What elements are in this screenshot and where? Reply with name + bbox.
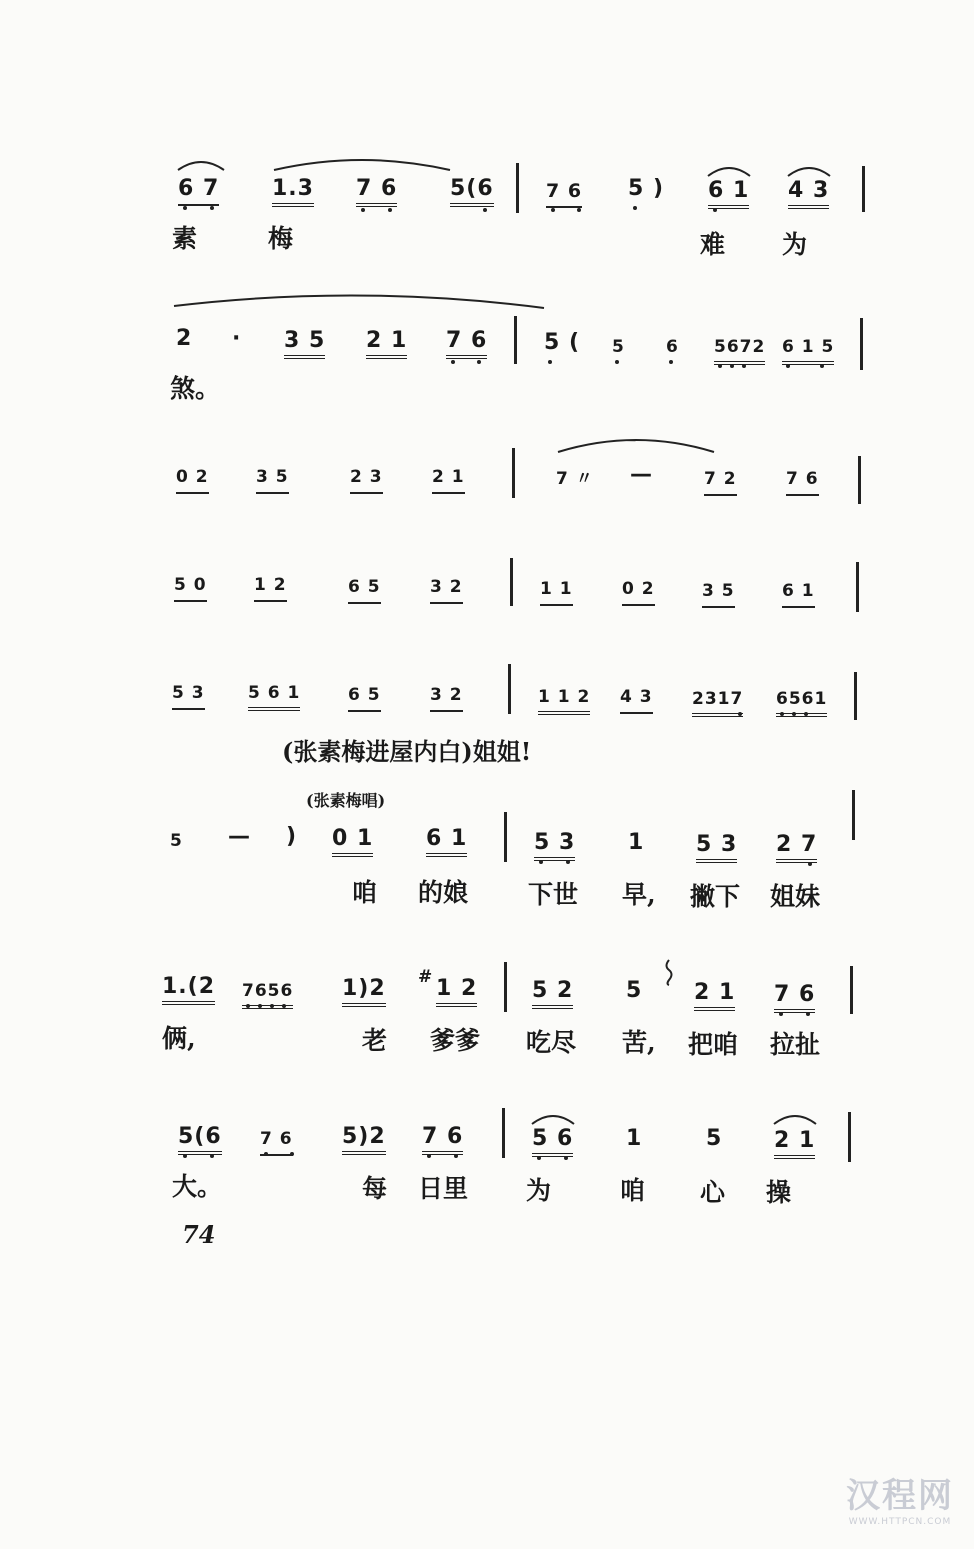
slur <box>786 160 832 178</box>
note-group: — <box>630 462 653 487</box>
note-group: 0 2 <box>622 576 655 606</box>
slur <box>530 1108 576 1126</box>
note-group: 7 6 <box>422 1124 463 1155</box>
note-group: 5 3 <box>534 830 575 861</box>
lyric: 煞。 <box>170 374 221 403</box>
barline <box>862 166 865 212</box>
note-group: 5672 <box>714 334 765 365</box>
lyric: 下世 <box>528 880 579 909</box>
lyric: 把咱 <box>688 1030 739 1059</box>
note-group: 1.(2 <box>162 974 215 1005</box>
note-group: 6 5 <box>348 682 381 712</box>
barline <box>512 448 515 498</box>
barline <box>508 664 511 714</box>
barline <box>852 790 855 840</box>
note-group: 1 2 <box>436 976 477 1007</box>
octave-dot <box>633 206 637 210</box>
octave-dot <box>454 1154 458 1158</box>
note-group: 5 <box>612 337 625 357</box>
note-group: 3 2 <box>430 682 463 712</box>
note-group: 5 <box>706 1126 723 1151</box>
note-group: 2 7 <box>776 832 817 863</box>
octave-dot <box>820 364 824 368</box>
note-group: ) <box>286 824 298 849</box>
note-group: 5 <box>626 978 643 1003</box>
octave-dot <box>669 360 673 364</box>
lyric: 咱 <box>352 878 378 907</box>
note-group: 7 6 <box>446 328 487 359</box>
octave-dot <box>210 206 214 210</box>
lyric: 早, <box>622 880 656 909</box>
barline <box>504 812 507 862</box>
note-group: 6 1 5 <box>782 334 834 365</box>
octave-dot <box>264 1152 268 1156</box>
octave-dot <box>713 208 717 212</box>
lyric: 心 <box>700 1178 726 1207</box>
lyric: 苦, <box>622 1028 656 1057</box>
octave-dot <box>427 1154 431 1158</box>
lyric: 老 <box>362 1026 388 1055</box>
barline <box>848 1112 851 1162</box>
note-group: 1 <box>628 830 645 855</box>
barline <box>516 163 519 213</box>
note-group: 1.3 <box>272 176 314 207</box>
lyric: 每 <box>362 1174 388 1203</box>
lyric: 姐妹 <box>770 882 821 911</box>
barline <box>510 558 513 606</box>
octave-dot <box>566 860 570 864</box>
note-group: 5 3 <box>696 832 737 863</box>
note-group: 5 0 <box>174 572 207 602</box>
sharp-sign: # <box>418 967 434 987</box>
stage-direction: (张素梅进屋内白)姐姐! <box>282 737 532 766</box>
note-group: 7 6 <box>260 1126 293 1156</box>
note-group: 1 1 <box>540 576 573 606</box>
note-group: 2 3 <box>350 464 383 494</box>
lyric: 大。 <box>172 1172 223 1201</box>
note-group: 6 1 <box>782 578 815 608</box>
barline <box>854 672 857 720</box>
watermark-url: WWW.HTTPCN.COM <box>848 1517 952 1527</box>
lyric: 难 <box>700 230 726 259</box>
note-group: 6 <box>666 337 679 357</box>
watermark-text: 汉程网 <box>846 1476 954 1516</box>
note-group: 6561 <box>776 686 827 717</box>
note-group: 7 6 <box>356 176 397 207</box>
octave-dot <box>551 208 555 212</box>
note-group: 5(6 <box>450 176 494 207</box>
octave-dot <box>270 1004 274 1008</box>
note-group: 5 6 <box>532 1126 573 1157</box>
note-group: 3 2 <box>430 574 463 604</box>
octave-dot <box>804 712 808 716</box>
lyric: 吃尽 <box>526 1028 577 1057</box>
note-group: 3 5 <box>284 328 325 359</box>
note-group: 7 〃 <box>556 469 594 489</box>
slur <box>272 150 452 172</box>
note-group: 7 6 <box>546 178 582 208</box>
note-group: 2 <box>176 326 193 351</box>
octave-dot <box>183 1154 187 1158</box>
lyric: 为 <box>526 1176 552 1205</box>
note-group: 1 2 <box>254 572 287 602</box>
lyric: 俩, <box>162 1024 196 1053</box>
octave-dot <box>548 360 552 364</box>
note-group: 1)2 <box>342 976 386 1007</box>
lyric: 爹爹 <box>430 1026 481 1055</box>
octave-dot <box>388 208 392 212</box>
octave-dot <box>564 1156 568 1160</box>
octave-dot <box>730 364 734 368</box>
singer-note: (张素梅唱) <box>306 791 386 810</box>
octave-dot <box>477 360 481 364</box>
note-group: 6 1 <box>426 826 467 857</box>
note-group: 6 1 <box>708 178 749 209</box>
watermark <box>846 1468 954 1527</box>
note-group: 5 6 1 <box>248 680 300 711</box>
note-group: 7 6 <box>786 466 819 496</box>
note-group: 7 6 <box>774 982 815 1013</box>
octave-dot <box>539 860 543 864</box>
octave-dot <box>183 206 187 210</box>
note-group: 2 1 <box>774 1128 815 1159</box>
note-group: 2 1 <box>366 328 407 359</box>
octave-dot <box>361 208 365 212</box>
note-group: 2 1 <box>432 464 465 494</box>
note-group: 4 3 <box>620 684 653 714</box>
note-group: 5 ( <box>544 330 581 355</box>
barline <box>502 1108 505 1158</box>
barline <box>850 966 853 1014</box>
slur <box>556 432 716 454</box>
barline <box>858 456 861 504</box>
lyric: 撇下 <box>690 882 741 911</box>
octave-dot <box>806 1012 810 1016</box>
octave-dot <box>615 360 619 364</box>
note-group: 4 3 <box>788 178 829 209</box>
note-group: 2317 <box>692 686 743 717</box>
note-group: 1 1 2 <box>538 684 590 715</box>
note-group: 6 5 <box>348 574 381 604</box>
octave-dot <box>738 712 742 716</box>
octave-dot <box>792 712 796 716</box>
note-group: 5 3 <box>172 680 205 710</box>
lyric: 为 <box>782 230 808 259</box>
lyric: 日里 <box>418 1174 469 1203</box>
note-group: 0 2 <box>176 464 209 494</box>
note-group: 5 2 <box>532 978 573 1009</box>
note-group: · <box>232 326 242 351</box>
octave-dot <box>210 1154 214 1158</box>
note-group: 7656 <box>242 978 293 1009</box>
page-number: 74 <box>182 1220 216 1249</box>
octave-dot <box>451 360 455 364</box>
turn-ornament <box>662 958 676 986</box>
note-group: 2 1 <box>694 980 735 1011</box>
lyric: 素 <box>172 224 198 253</box>
note-group: 1 <box>626 1126 643 1151</box>
octave-dot <box>780 712 784 716</box>
note-group: 5 ) <box>628 176 665 201</box>
octave-dot <box>577 208 581 212</box>
lyric: 梅 <box>268 224 294 253</box>
lyric: 的娘 <box>418 878 469 907</box>
octave-dot <box>718 364 722 368</box>
octave-dot <box>808 862 812 866</box>
slur <box>172 290 546 310</box>
lyric: 拉扯 <box>770 1030 821 1059</box>
note-group: 0 1 <box>332 826 373 857</box>
note-group: — <box>228 824 251 849</box>
note-group: 5(6 <box>178 1124 222 1155</box>
note-group: 7 2 <box>704 466 737 496</box>
octave-dot <box>483 208 487 212</box>
octave-dot <box>282 1004 286 1008</box>
lyric: 咱 <box>620 1176 646 1205</box>
barline <box>504 962 507 1012</box>
octave-dot <box>786 364 790 368</box>
slur <box>176 152 226 172</box>
note-group: 5 <box>170 831 183 851</box>
octave-dot <box>742 364 746 368</box>
note-group: 3 5 <box>256 464 289 494</box>
note-group: 6 7 <box>178 176 219 206</box>
slur <box>772 1108 818 1126</box>
octave-dot <box>246 1004 250 1008</box>
octave-dot <box>779 1012 783 1016</box>
octave-dot <box>290 1152 294 1156</box>
octave-dot <box>258 1004 262 1008</box>
lyric: 操 <box>766 1178 792 1207</box>
note-group: 3 5 <box>702 578 735 608</box>
barline <box>514 316 517 364</box>
barline <box>856 562 859 612</box>
octave-dot <box>537 1156 541 1160</box>
slur <box>706 160 752 178</box>
note-group: 5)2 <box>342 1124 386 1155</box>
barline <box>860 318 863 370</box>
